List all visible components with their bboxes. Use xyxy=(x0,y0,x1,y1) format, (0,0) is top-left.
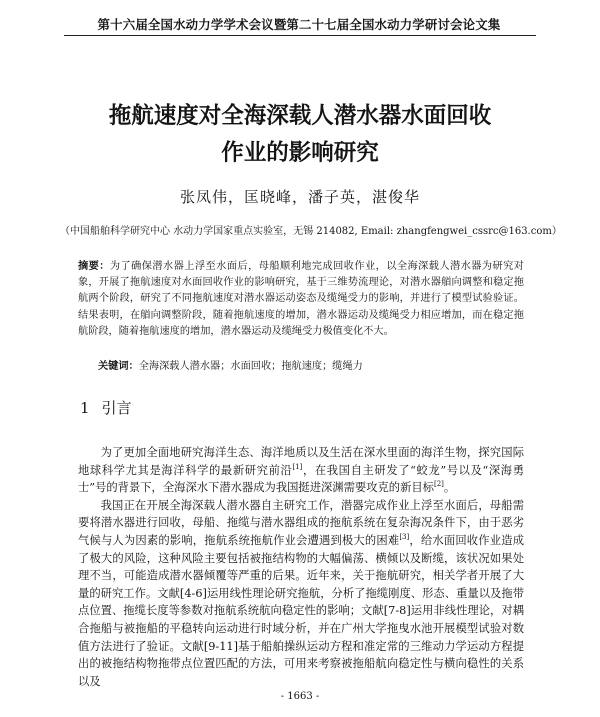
paper-title xyxy=(60,98,540,172)
abstract-text: 为了确保潜水器上浮至水面后，母船顺利地完成回收作业，以全海深载人潜水器为研究对象，开展了拖航速度对水面回收作业的影响研究，基于三维势流理论，对潜水器艏向调整和稳定拖航两个阶段，研究了不同拖航速度对潜水器运动姿态及缆绳受力的影响，并进行了模型试验验证。结果表明，在艏向调整阶段，随着拖航速度的增加，潜水器运动及缆绳受力相应增加，而在稳定拖航阶段，随着拖航速度的增加，潜水器运动及缆绳受力极值变化不大。 xyxy=(78,261,524,337)
abstract xyxy=(78,259,524,340)
paragraph-text: 。 xyxy=(443,481,456,495)
keywords-text: 全海深载人潜水器；水面回收；拖航速度；缆绳力 xyxy=(138,361,363,372)
proceedings-header: 第十六届全国水动力学学术会议暨第二十七届全国水动力学研讨会论文集 xyxy=(97,17,501,32)
paragraph xyxy=(78,497,524,691)
section-heading xyxy=(80,397,132,418)
section-number: 1 xyxy=(80,399,90,417)
keywords xyxy=(98,357,528,372)
affiliation: （中国船舶科学研究中心 水动力学国家重点实验室，无锡 214082, Email: zhangfengwei_cssrc@163.com） xyxy=(60,226,562,237)
title-line-1: 拖航速度对全海深载人潜水器水面回收 xyxy=(108,103,492,129)
citation: [1] xyxy=(292,462,303,471)
paragraph xyxy=(78,444,524,497)
paragraph-text: 我国正在开展全海深载人潜水器自主研究工作，潜器完成作业上浮至水面后，母船需要将潜水器进行回收，母船、拖缆与潜水器组成的拖航系统在复杂海况条件下，由于恶劣气候与人为因素的影响，拖航系统拖航作业会遭遇到极大的困难 xyxy=(78,498,524,547)
body-text xyxy=(78,444,524,690)
keywords-label: 关键词： xyxy=(98,361,139,372)
section-title: 引言 xyxy=(101,399,132,417)
paragraph-text: 为了更加全面地研究海洋生态、海洋地质以及生活在深水里面的海洋生物，探究国际地球科学尤其是海洋科学的最新研究前沿 xyxy=(78,446,524,477)
page-number: - 1663 - xyxy=(280,691,320,702)
paragraph-text: ，给水面回收作业造成了极大的风险，这种风险主要包括被拖结构物的大幅偏荡、横倾以及断缆，该状况如果处理不当，可能造成潜水器倾覆等严重的后果。近年来，关于拖航研究，相关学者开展了大量的研究工作。文献[4-6]运用线性理论研究拖航，分析了拖缆刚度、形态、重量以及拖带点位置、拖缆长度等参数对拖航系统航向稳定性的影响；文献[7-8]运用非线性理论，对耦合拖船与被拖船的平稳转向运动进行时域分析，并在广州大学拖曳水池开展模型试验对数值方法进行了验证。文献[9-11]基于船舶操纵运动方程和准定常的三维动力学运动方程提出的被拖结构物拖带点位置匹配的方法，可用来考察被拖船航向稳定性与横向稳性的关系以及 xyxy=(78,533,524,688)
citation: [3] xyxy=(399,533,410,542)
citation: [2] xyxy=(433,480,444,489)
title-line-2: 作业的影响研究 xyxy=(221,140,379,166)
author-list: 张凤伟，匡晓峰，潘子英，湛俊华 xyxy=(179,188,420,206)
abstract-label: 摘要： xyxy=(78,261,110,272)
header-divider xyxy=(64,35,536,36)
paragraph-text: ，在我国自主研发了“蛟龙”号以及“深海勇士”号的背景下，全海深水下潜水器成为我国挺进深渊需要攻克的新目标 xyxy=(78,463,524,495)
